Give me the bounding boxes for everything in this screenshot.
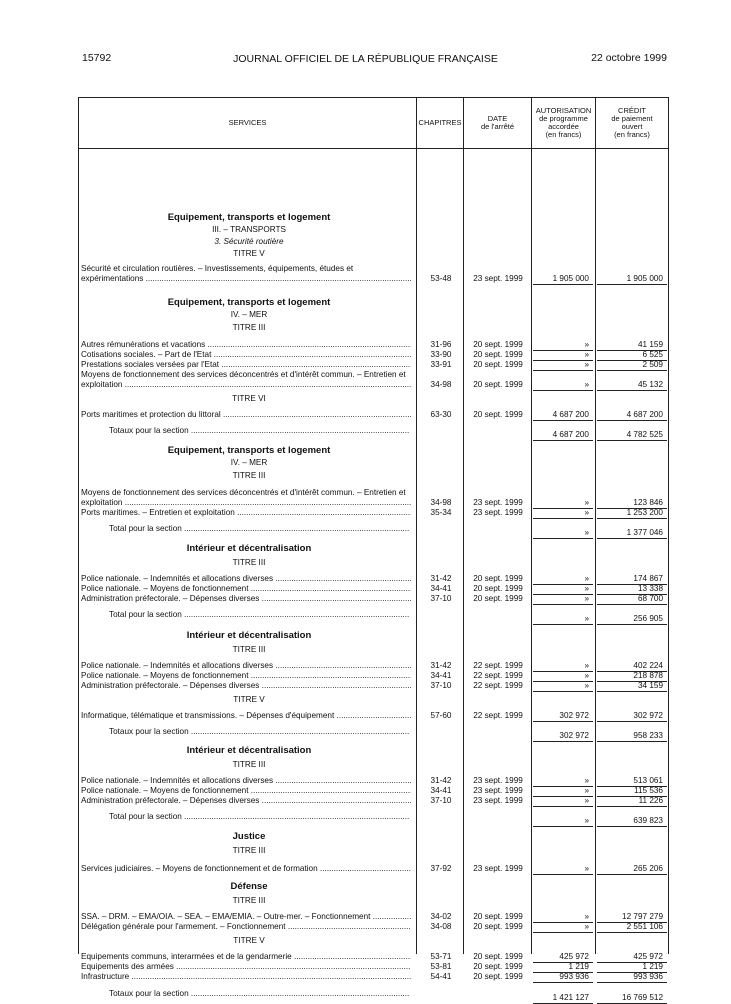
total-rule xyxy=(597,420,667,421)
total-credit: 256 905 xyxy=(633,614,663,623)
section-title: Justice xyxy=(232,831,266,842)
autorisation-cell: 1 905 000 xyxy=(552,274,589,283)
header-autorisation: AUTORISATION de programme accordée (en francs) xyxy=(535,106,592,139)
date-cell: 20 sept. 1999 xyxy=(473,380,523,389)
total-rule xyxy=(597,370,667,371)
total-rule xyxy=(533,390,593,391)
total-rule xyxy=(533,440,593,441)
total-rule xyxy=(597,284,667,285)
section-subtitle: TITRE III xyxy=(232,471,266,480)
item-label: Cotisations sociales. – Part de l'Etat ..... xyxy=(81,350,411,359)
total-rule xyxy=(533,932,593,933)
page-number: 15792 xyxy=(82,52,112,64)
section-subtitle: TITRE VI xyxy=(232,394,266,403)
autorisation-cell: » xyxy=(584,671,589,680)
total-rule xyxy=(533,982,593,983)
chapitre-cell: 37-10 xyxy=(430,796,452,805)
autorisation-cell: » xyxy=(584,912,589,921)
chapitre-cell: 34-41 xyxy=(430,584,452,593)
date-cell: 22 sept. 1999 xyxy=(473,661,523,670)
date-cell: 23 sept. 1999 xyxy=(473,508,523,517)
chapitre-cell: 54-41 xyxy=(430,972,452,981)
total-rule xyxy=(533,538,593,539)
section-subtitle: TITRE III xyxy=(232,558,266,567)
total-label: Totaux pour la section ..... xyxy=(109,727,409,736)
date-cell: 23 sept. 1999 xyxy=(473,274,523,283)
total-rule xyxy=(597,806,667,807)
total-autorisation: 302 972 xyxy=(559,731,589,740)
header-services: SERVICES xyxy=(228,118,267,127)
autorisation-cell: » xyxy=(584,360,589,369)
item-label: Moyens de fonctionnement des services déconcentrés et d'intérêt commun. – Entretien et xyxy=(81,370,406,379)
total-label: Total pour la section ..... xyxy=(109,610,409,619)
chapitre-cell: 34-08 xyxy=(430,922,452,931)
credit-cell: 45 132 xyxy=(637,380,663,389)
item-label: Police nationale. – Moyens de fonctionnement ..... xyxy=(81,584,411,593)
chapitre-cell: 53-81 xyxy=(430,962,452,971)
item-label: Administration préfectorale. – Dépenses diverses ..... xyxy=(81,796,411,805)
item-label: Moyens de fonctionnement des services déconcentrés et d'intérêt commun. – Entretien et xyxy=(81,488,406,497)
credit-cell: 2 509 xyxy=(642,360,663,369)
autorisation-cell: 302 972 xyxy=(559,711,589,720)
credit-cell: 2 551 106 xyxy=(626,922,663,931)
credit-cell: 115 536 xyxy=(634,786,663,795)
header-chapitres: CHAPITRES xyxy=(418,118,462,127)
credit-cell: 425 972 xyxy=(633,952,663,961)
date-cell: 23 sept. 1999 xyxy=(473,796,523,805)
item-label: SSA. – DRM. – EMA/OIA. – SEA. – EMA/EMIA. – Outre-mer. – Fonctionnement ..... xyxy=(81,912,411,921)
credits-table xyxy=(78,97,669,1002)
chapitre-cell: 34-41 xyxy=(430,671,452,680)
section-subtitle: TITRE III xyxy=(232,323,266,332)
autorisation-cell: » xyxy=(584,574,589,583)
credit-cell: 1 253 200 xyxy=(626,508,663,517)
item-label: Police nationale. – Moyens de fonctionnement ..... xyxy=(81,786,411,795)
total-label: Totaux pour la section ..... xyxy=(109,426,409,435)
credit-cell: 218 878 xyxy=(633,671,663,680)
credit-cell: 265 206 xyxy=(633,864,663,873)
credit-cell: 68 700 xyxy=(637,594,663,603)
total-rule xyxy=(533,370,593,371)
section-subtitle: TITRE III xyxy=(232,760,266,769)
chapitre-cell: 33-91 xyxy=(430,360,452,369)
credit-cell: 402 224 xyxy=(633,661,663,670)
credit-cell: 123 846 xyxy=(633,498,663,507)
total-rule xyxy=(597,932,667,933)
total-rule xyxy=(597,440,667,441)
section-title: Intérieur et décentralisation xyxy=(186,745,312,756)
chapitre-cell: 34-98 xyxy=(430,498,452,507)
item-label: Ports maritimes et protection du littoral ..... xyxy=(81,410,411,419)
date-cell: 23 sept. 1999 xyxy=(473,498,523,507)
item-label: Ports maritimes. – Entretien et exploitation ..... xyxy=(81,508,411,517)
autorisation-cell: » xyxy=(584,922,589,931)
autorisation-cell: » xyxy=(584,340,589,349)
autorisation-cell: » xyxy=(584,584,589,593)
total-rule xyxy=(597,390,667,391)
total-rule xyxy=(533,624,593,625)
total-rule xyxy=(597,982,667,983)
total-autorisation: » xyxy=(584,528,589,537)
credit-cell: 174 867 xyxy=(633,574,663,583)
total-rule xyxy=(597,624,667,625)
item-label: Infrastructure ..... xyxy=(81,972,411,981)
total-credit: 16 769 512 xyxy=(622,993,663,1002)
total-rule xyxy=(533,284,593,285)
autorisation-cell: » xyxy=(584,796,589,805)
credit-cell: 302 972 xyxy=(633,711,663,720)
credit-cell: 1 219 xyxy=(642,962,663,971)
autorisation-cell: » xyxy=(584,776,589,785)
chapitre-cell: 63-30 xyxy=(430,410,452,419)
autorisation-cell: » xyxy=(584,661,589,670)
date-cell: 20 sept. 1999 xyxy=(473,962,523,971)
total-autorisation: 4 687 200 xyxy=(552,430,589,439)
header-date: DATE de l'arrêté xyxy=(480,114,515,131)
journal-title: JOURNAL OFFICIEL DE LA RÉPUBLIQUE FRANÇAISE xyxy=(233,53,498,65)
section-subtitle: TITRE III xyxy=(232,645,266,654)
total-autorisation: 1 421 127 xyxy=(552,993,589,1002)
item-label: Police nationale. – Moyens de fonctionnement ..... xyxy=(81,671,411,680)
autorisation-cell: » xyxy=(584,786,589,795)
section-title: Equipement, transports et logement xyxy=(167,297,331,308)
total-rule xyxy=(533,741,593,742)
date-cell: 20 sept. 1999 xyxy=(473,350,523,359)
total-rule xyxy=(533,874,593,875)
section-title: Intérieur et décentralisation xyxy=(186,630,312,641)
total-rule xyxy=(597,691,667,692)
chapitre-cell: 34-41 xyxy=(430,786,452,795)
total-rule xyxy=(533,420,593,421)
date-cell: 20 sept. 1999 xyxy=(473,410,523,419)
section-subtitle: TITRE III xyxy=(232,896,266,905)
item-label: expérimentations ..... xyxy=(81,274,411,283)
autorisation-cell: » xyxy=(584,380,589,389)
credit-cell: 41 159 xyxy=(637,340,663,349)
item-label: Administration préfectorale. – Dépenses diverses ..... xyxy=(81,681,411,690)
total-credit: 639 823 xyxy=(633,816,663,825)
total-autorisation: » xyxy=(584,816,589,825)
autorisation-cell: » xyxy=(584,681,589,690)
total-rule xyxy=(533,691,593,692)
date-cell: 22 sept. 1999 xyxy=(473,711,523,720)
autorisation-cell: 425 972 xyxy=(559,952,589,961)
item-label: Equipements des armées ..... xyxy=(81,962,411,971)
date-cell: 23 sept. 1999 xyxy=(473,786,523,795)
item-label: Police nationale. – Indemnités et allocations diverses ..... xyxy=(81,776,411,785)
section-subtitle: TITRE V xyxy=(233,936,265,945)
header-credit: CRÉDIT de paiement ouvert (en francs) xyxy=(611,106,653,139)
item-label: Police nationale. – Indemnités et allocations diverses ..... xyxy=(81,661,411,670)
credit-cell: 4 687 200 xyxy=(626,410,663,419)
total-rule xyxy=(533,806,593,807)
autorisation-cell: » xyxy=(584,508,589,517)
total-credit: 4 782 525 xyxy=(626,430,663,439)
credit-cell: 1 905 000 xyxy=(626,274,663,283)
total-rule xyxy=(533,826,593,827)
section-subtitle: IV. – MER xyxy=(230,310,268,319)
chapitre-cell: 53-48 xyxy=(430,274,452,283)
item-label: Services judiciaires. – Moyens de fonctionnement et de formation ..... xyxy=(81,864,411,873)
credit-cell: 13 338 xyxy=(637,584,663,593)
total-autorisation: » xyxy=(584,614,589,623)
section-title: Intérieur et décentralisation xyxy=(186,543,312,554)
date-cell: 20 sept. 1999 xyxy=(473,360,523,369)
date-cell: 20 sept. 1999 xyxy=(473,574,523,583)
total-rule xyxy=(597,826,667,827)
credit-cell: 34 159 xyxy=(637,681,663,690)
credit-cell: 11 226 xyxy=(638,796,663,805)
total-rule xyxy=(597,538,667,539)
item-label: Police nationale. – Indemnités et allocations diverses ..... xyxy=(81,574,411,583)
date-cell: 20 sept. 1999 xyxy=(473,912,523,921)
total-label: Total pour la section ..... xyxy=(109,524,409,533)
autorisation-cell: 993 936 xyxy=(559,972,589,981)
date-cell: 22 sept. 1999 xyxy=(473,681,523,690)
total-rule xyxy=(597,604,667,605)
total-label: Total pour la section ..... xyxy=(109,812,409,821)
issue-date: 22 octobre 1999 xyxy=(591,52,667,64)
date-cell: 20 sept. 1999 xyxy=(473,952,523,961)
section-subtitle: TITRE V xyxy=(233,249,265,258)
total-credit: 1 377 046 xyxy=(626,528,663,537)
total-credit: 958 233 xyxy=(633,731,663,740)
section-subtitle: III. – TRANSPORTS xyxy=(212,225,286,234)
total-rule xyxy=(533,721,593,722)
date-cell: 20 sept. 1999 xyxy=(473,340,523,349)
date-cell: 20 sept. 1999 xyxy=(473,594,523,603)
autorisation-cell: » xyxy=(584,864,589,873)
chapitre-cell: 57-60 xyxy=(430,711,452,720)
item-label: Informatique, télématique et transmissions. – Dépenses d'équipement ..... xyxy=(81,711,411,720)
chapitre-cell: 31-42 xyxy=(430,776,452,785)
autorisation-cell: » xyxy=(584,350,589,359)
chapitre-cell: 35-34 xyxy=(430,508,452,517)
section-subtitle: TITRE III xyxy=(232,846,266,855)
date-cell: 20 sept. 1999 xyxy=(473,972,523,981)
total-rule xyxy=(597,721,667,722)
section-title: Equipement, transports et logement xyxy=(167,445,331,456)
date-cell: 23 sept. 1999 xyxy=(473,776,523,785)
autorisation-cell: 4 687 200 xyxy=(552,410,589,419)
section-subtitle: TITRE V xyxy=(233,695,265,704)
item-label: exploitation ..... xyxy=(81,498,411,507)
section-title: Equipement, transports et logement xyxy=(167,212,331,223)
date-cell: 20 sept. 1999 xyxy=(473,922,523,931)
chapitre-cell: 37-92 xyxy=(430,864,452,873)
item-label: Prestations sociales versées par l'Etat ..... xyxy=(81,360,411,369)
item-label: Equipements communs, interarmées et de la gendarmerie ..... xyxy=(81,952,411,961)
total-rule xyxy=(533,604,593,605)
date-cell: 23 sept. 1999 xyxy=(473,864,523,873)
credit-cell: 12 797 279 xyxy=(622,912,663,921)
chapitre-cell: 33-90 xyxy=(430,350,452,359)
credit-cell: 513 061 xyxy=(633,776,663,785)
section-subtitle: 3. Sécurité routière xyxy=(214,237,284,246)
autorisation-cell: 1 219 xyxy=(568,962,589,971)
item-label: Sécurité et circulation routières. – Investissements, équipements, études et xyxy=(81,264,354,273)
autorisation-cell: » xyxy=(584,594,589,603)
total-rule xyxy=(597,518,667,519)
chapitre-cell: 34-02 xyxy=(430,912,452,921)
total-rule xyxy=(597,741,667,742)
chapitre-cell: 53-71 xyxy=(430,952,452,961)
item-label: exploitation ..... xyxy=(81,380,411,389)
item-label: Administration préfectorale. – Dépenses diverses ..... xyxy=(81,594,411,603)
table-body xyxy=(79,98,668,1002)
date-cell: 22 sept. 1999 xyxy=(473,671,523,680)
chapitre-cell: 31-42 xyxy=(430,661,452,670)
total-label: Totaux pour la section ..... xyxy=(109,989,409,998)
credit-cell: 6 525 xyxy=(642,350,663,359)
chapitre-cell: 34-98 xyxy=(430,380,452,389)
autorisation-cell: » xyxy=(584,498,589,507)
item-label: Délégation générale pour l'armement. – Fonctionnement ..... xyxy=(81,922,411,931)
chapitre-cell: 37-10 xyxy=(430,681,452,690)
chapitre-cell: 31-96 xyxy=(430,340,452,349)
section-subtitle: IV. – MER xyxy=(230,458,268,467)
item-label: Autres rémunérations et vacations ..... xyxy=(81,340,411,349)
total-rule xyxy=(597,874,667,875)
total-rule xyxy=(533,518,593,519)
credit-cell: 993 936 xyxy=(633,972,663,981)
chapitre-cell: 37-10 xyxy=(430,594,452,603)
section-title: Défense xyxy=(230,881,268,892)
date-cell: 20 sept. 1999 xyxy=(473,584,523,593)
chapitre-cell: 31-42 xyxy=(430,574,452,583)
